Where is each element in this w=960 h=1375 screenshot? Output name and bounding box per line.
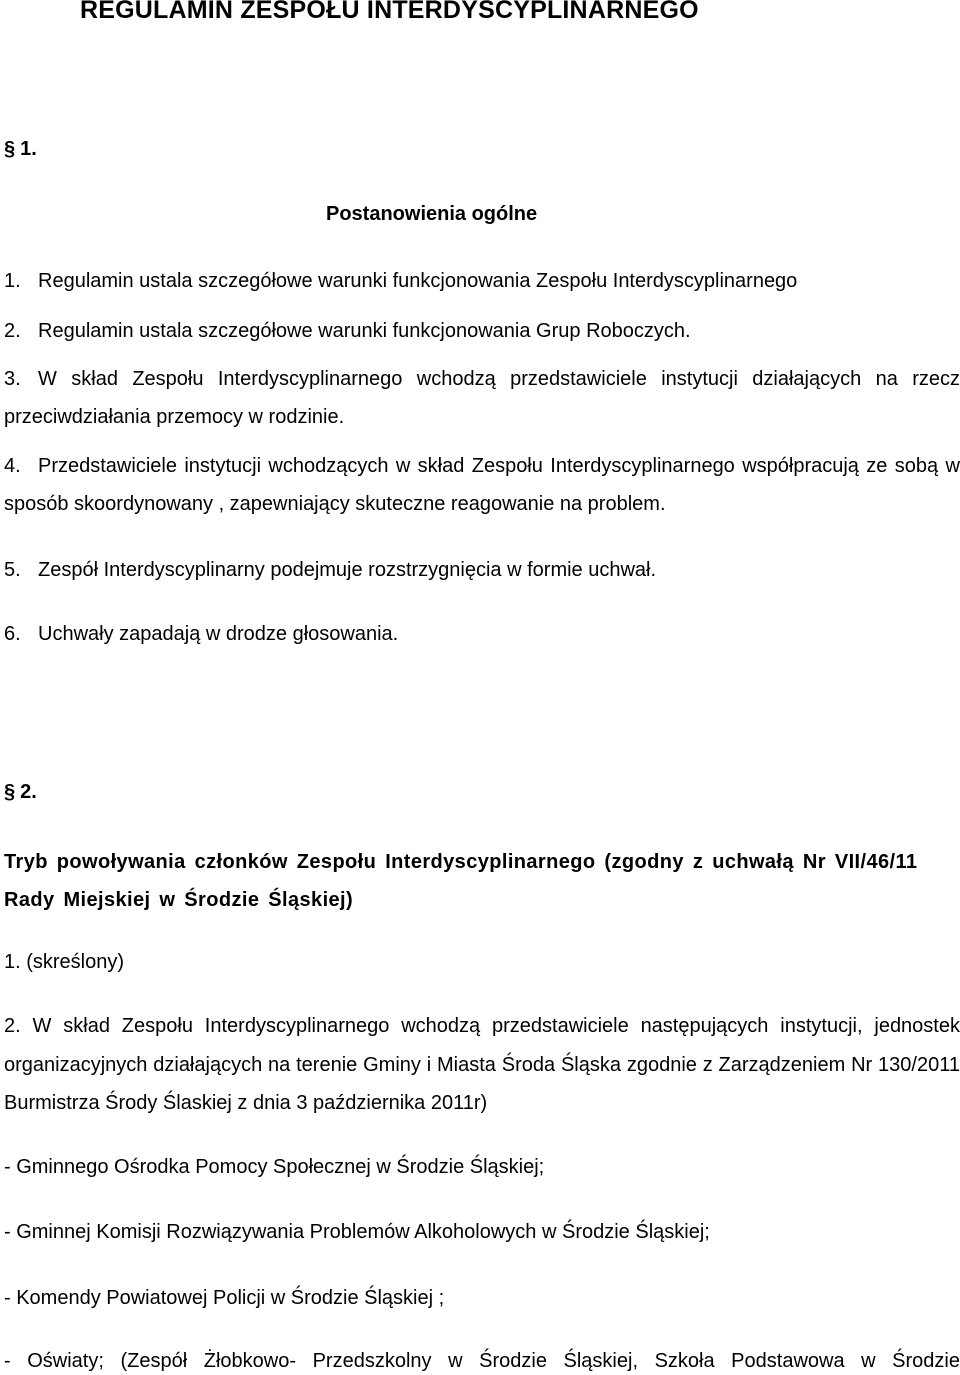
list-item-struck: 1. (skreślony) [4,951,125,973]
list-item [4,447,960,523]
list-item-number: 4. [4,455,21,477]
list-item-number: 1. [4,270,21,292]
member-item: - Oświaty; (Zespół Żłobkowo- Przedszkolny w Środzie Śląskiej, Szkoła Podstawowa w Środzie [4,1350,960,1372]
list-item-text: W skład Zespołu Interdyscyplinarnego wchodzą przedstawiciele instytucji działających na rzecz przeciwdziałania przemocy w rodzinie. [4,368,960,428]
section-symbol: § [4,781,16,803]
document-title: REGULAMIN ZESPOŁU INTERDYSCYPLINARNEGO [80,0,699,24]
list-item [4,312,960,350]
section-2-number [4,781,37,804]
section-symbol: § [4,138,16,160]
list-item [4,360,960,436]
list-item [4,262,960,300]
list-item [4,551,960,589]
list-item-number: 5. [4,559,21,581]
section-1-heading: Postanowienia ogólne [326,203,538,225]
section-number: 1. [20,138,37,160]
member-item: - Gminnej Komisji Rozwiązywania Problemów Alkoholowych w Środzie Śląskiej; [4,1221,710,1243]
member-item: - Komendy Powiatowej Policji w Środzie Śląskiej ; [4,1287,445,1309]
section-1-number [4,138,37,161]
list-item-number: 3. [4,368,21,390]
list-item-composition: 2. W skład Zespołu Interdyscyplinarnego wchodzą przedstawiciele następujących instytucji, jednostek organizacyjnych działających na terenie Gminy i Miasta Środa Śląska zgodnie z Zarządzeniem Nr 130/2011 Burmistrza Środy Ślaskiej z dnia 3 października 2011r) [4,1015,960,1114]
list-item [4,615,960,653]
list-item-number: 2. [4,320,21,342]
list-item-text: Regulamin ustala szczegółowe warunki funkcjonowania Zespołu Interdyscyplinarnego [38,270,798,292]
list-item-text: Zespół Interdyscyplinarny podejmuje rozstrzygnięcia w formie uchwał. [38,559,657,581]
list-item-text: Przedstawiciele instytucji wchodzących w skład Zespołu Interdyscyplinarnego współpracują ze sobą w sposób skoordynowany , zapewniający skuteczne reagowanie na problem. [4,455,960,515]
list-item-text: Regulamin ustala szczegółowe warunki funkcjonowania Grup Roboczych. [38,320,691,342]
section-2-heading: Tryb powoływania członków Zespołu Interdyscyplinarnego (zgodny z uchwałą Nr VII/46/11 Rady Miejskiej w Środzie Śląskiej) [4,851,918,911]
list-item-number: 6. [4,623,21,645]
member-item: - Gminnego Ośrodka Pomocy Społecznej w Środzie Śląskiej; [4,1156,545,1178]
list-item-text: Uchwały zapadają w drodze głosowania. [38,623,399,645]
section-number: 2. [20,781,37,803]
